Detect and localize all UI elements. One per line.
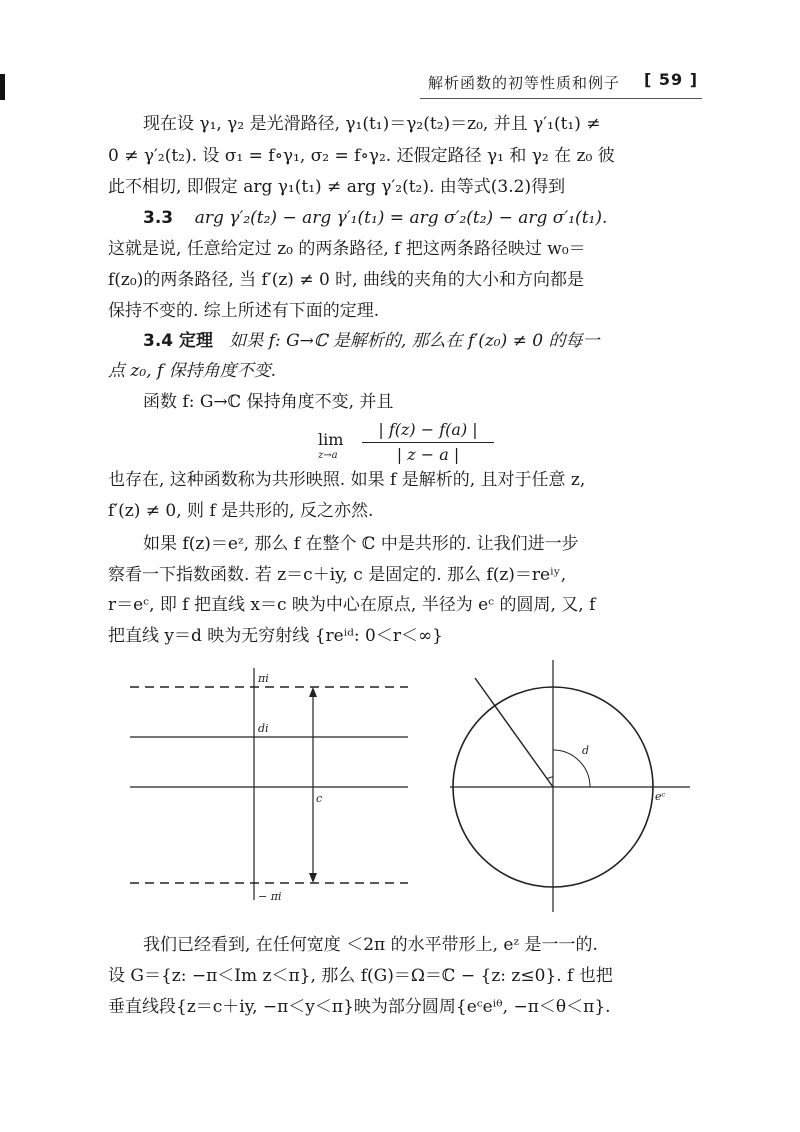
text-line-11: 也存在, 这种函数称为共形映照. 如果 f 是解析的, 且对于任意 z,	[108, 470, 586, 490]
segment-arrow-up	[309, 687, 317, 697]
limit-numerator: | f(z) − f(a) |	[378, 420, 478, 439]
equation-tag: 3.3	[143, 208, 174, 228]
limit-formula	[318, 420, 498, 470]
text-line-18: 设 G＝{z: −π＜Im z＜π}, 那么 f(G)＝Ω＝ℂ − {z: z≤0}. f 也把	[108, 966, 613, 986]
label-angle-d: d	[582, 744, 590, 757]
theorem-3-4	[143, 327, 698, 355]
label-radius-ec: eᶜ	[655, 790, 666, 803]
small-angle-arc	[547, 777, 553, 779]
theorem-tag: 3.4 定理	[143, 331, 214, 351]
text-line-16: 把直线 y＝d 映为无穷射线 {reⁱᵈ: 0＜r＜∞}	[108, 626, 443, 646]
label-minus-pi-i: − πi	[258, 890, 282, 903]
text-line-3: 此不相切, 即假定 arg γ₁(t₁) ≠ arg γ′₂(t₂). 由等式(3.2)得到	[108, 177, 566, 197]
equation-body: arg γ′₂(t₂) − arg γ′₁(t₁) = arg σ′₂(t₂) − arg σ′₁(t₁).	[194, 208, 608, 228]
limit-denominator: | z − a |	[396, 445, 460, 464]
limit-subscript: z→a	[318, 450, 338, 461]
segment-arrow-down	[309, 873, 317, 883]
label-c: c	[316, 792, 323, 805]
text-line-6: f(z₀)的两条路径, 当 f′(z) ≠ 0 时, 曲线的夹角的大小和方向都是	[108, 270, 584, 290]
theorem-statement-cont: 点 z₀, f 保持角度不变.	[108, 361, 277, 381]
text-line-12: f′(z) ≠ 0, 则 f 是共形的, 反之亦然.	[108, 501, 374, 521]
text-line-5: 这就是说, 任意给定过 z₀ 的两条路径, f 把这两条路径映过 w₀＝	[108, 239, 586, 259]
exponential-map-figure	[0, 650, 800, 920]
equation-3-3	[143, 204, 698, 232]
text-line-13: 如果 f(z)＝eᶻ, 那么 f 在整个 ℂ 中是共形的. 让我们进一步	[143, 534, 579, 554]
fraction-bar	[362, 442, 494, 443]
circle-diagram	[450, 660, 690, 912]
text-line-7: 保持不变的. 综上所述有下面的定理.	[108, 301, 380, 321]
limit-word: lim	[318, 430, 344, 449]
header-rule	[420, 98, 702, 99]
running-header	[428, 72, 698, 98]
text-line-19: 垂直线段{z＝c＋iy, −π＜y＜π}映为部分圆周{eᶜeⁱᶿ, −π＜θ＜π}.	[108, 997, 611, 1017]
page-number: [ 59 ]	[643, 70, 698, 89]
text-line-15: r＝eᶜ, 即 f 把直线 x＝c 映为中心在原点, 半径为 eᶜ 的圆周, 又, f	[108, 595, 596, 615]
text-line-17: 我们已经看到, 在任何宽度 ＜2π 的水平带形上, eᶻ 是一一的.	[143, 935, 598, 955]
theorem-statement: 如果 f: G→ℂ 是解析的, 那么在 f′(z₀) ≠ 0 的每一	[229, 331, 600, 351]
text-line-14: 察看一下指数函数. 若 z＝c＋iy, c 是固定的. 那么 f(z)＝reⁱʸ,	[108, 565, 567, 585]
label-d-i: di	[258, 722, 269, 735]
page-edge-mark	[0, 74, 5, 100]
text-line-1: 现在设 γ₁, γ₂ 是光滑路径, γ₁(t₁)＝γ₂(t₂)＝z₀, 并且 γ′₁(t₁) ≠	[143, 114, 601, 134]
text-line-2: 0 ≠ γ′₂(t₂). 设 σ₁ = f∘γ₁, σ₂ = f∘γ₂. 还假定路径 γ₁ 和 γ₂ 在 z₀ 彼	[108, 146, 615, 166]
text-line-10: 函数 f: G→ℂ 保持角度不变, 并且	[143, 392, 394, 412]
strip-diagram	[130, 668, 408, 903]
running-header-title: 解析函数的初等性质和例子	[428, 74, 621, 92]
label-pi-i: πi	[258, 672, 269, 685]
